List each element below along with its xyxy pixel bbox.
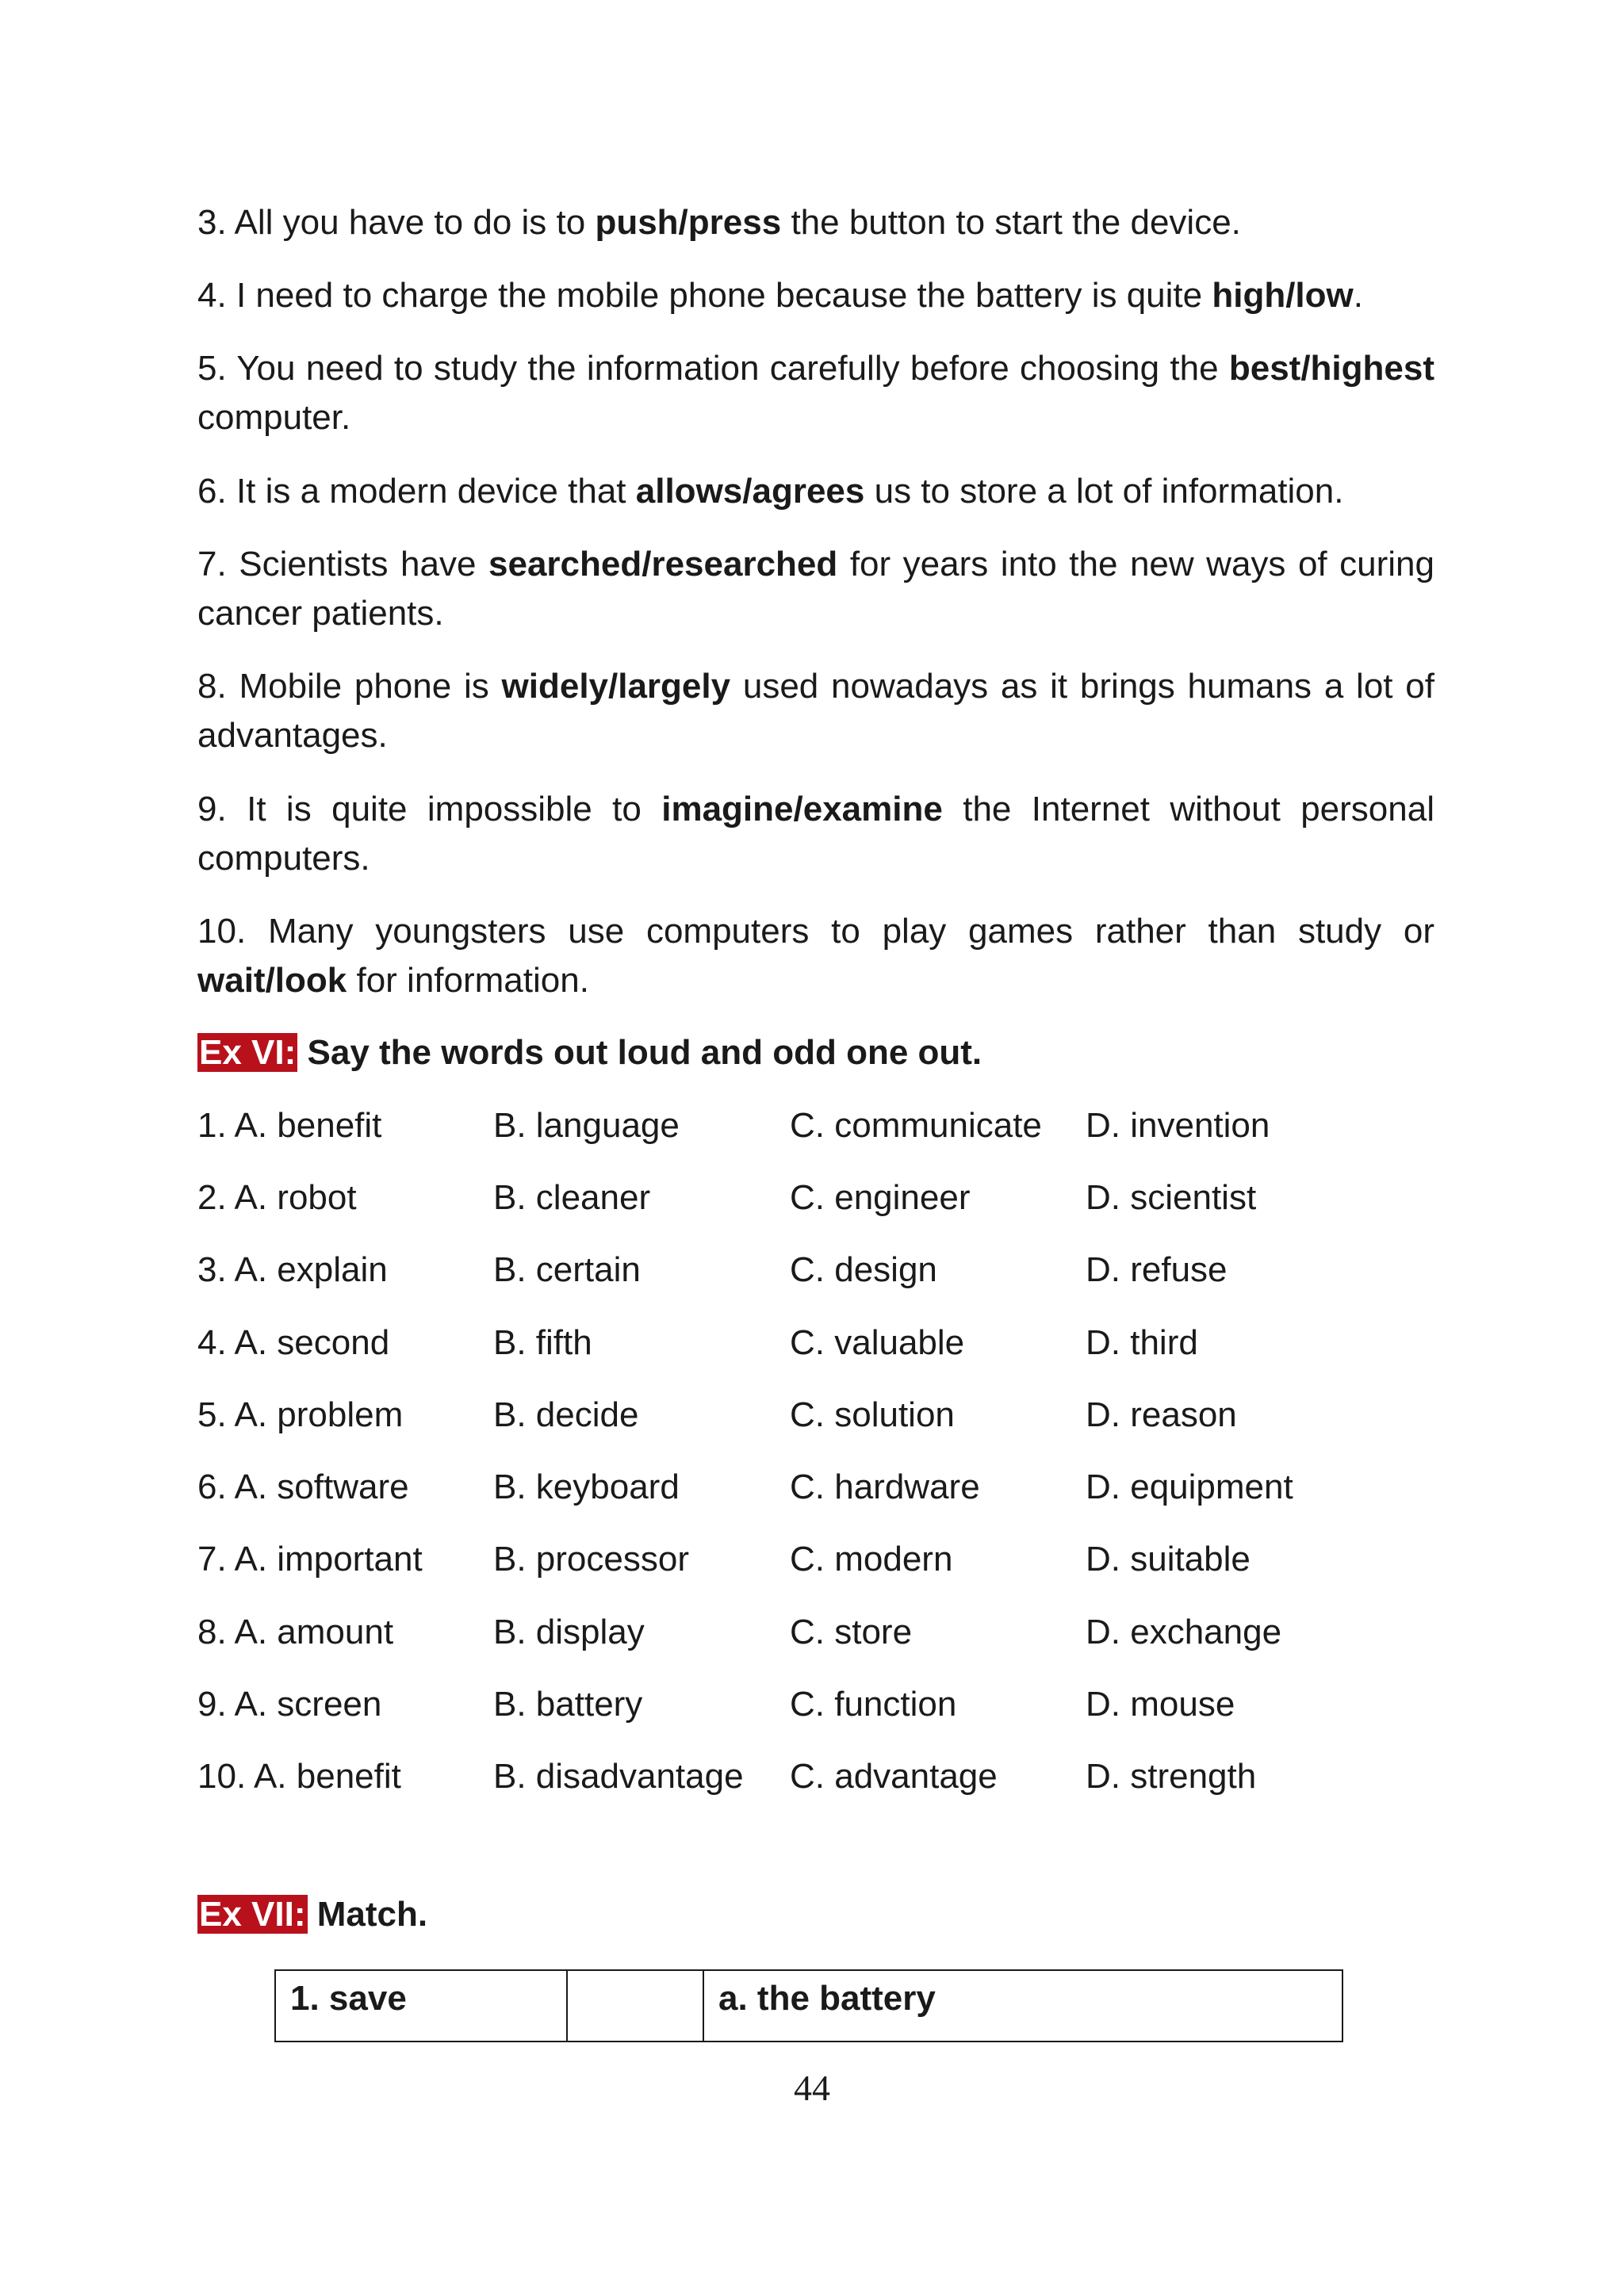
option-b: B. language bbox=[493, 1106, 680, 1145]
option-c: C. solution bbox=[790, 1395, 955, 1434]
option-c: C. valuable bbox=[790, 1323, 965, 1362]
sentence-text: for information. bbox=[356, 961, 589, 1000]
option-c: C. modern bbox=[790, 1540, 953, 1578]
word-choice: searched/researched bbox=[488, 545, 838, 584]
option-b: B. fifth bbox=[493, 1323, 592, 1362]
sentence-number: 7. bbox=[197, 545, 227, 584]
odd-one-out-row bbox=[197, 1318, 1434, 1368]
exercise-7-instruction: Match. bbox=[316, 1895, 428, 1934]
odd-one-out-row bbox=[197, 1391, 1434, 1440]
option-a: 7. A. important bbox=[197, 1540, 423, 1578]
sentence-text: Mobile phone is bbox=[239, 667, 489, 706]
sentence-text: You need to study the information carefully before choosing the bbox=[236, 349, 1219, 388]
option-d: D. reason bbox=[1086, 1395, 1237, 1434]
word-choice: best/highest bbox=[1228, 349, 1434, 388]
option-a: 8. A. amount bbox=[197, 1613, 394, 1651]
sentence-text: used nowadays as it brings humans a lot of advantages. bbox=[197, 667, 1434, 755]
exercise-sentence bbox=[197, 540, 1434, 638]
sentence-number: 10. bbox=[197, 912, 247, 951]
option-c: C. hardware bbox=[790, 1468, 980, 1506]
option-d: D. equipment bbox=[1086, 1468, 1293, 1506]
sentence-text: . bbox=[1353, 276, 1363, 315]
option-d: D. strength bbox=[1086, 1757, 1257, 1796]
word-choice: widely/largely bbox=[501, 667, 731, 706]
sentence-number: 4. bbox=[197, 276, 227, 315]
table-row bbox=[275, 1970, 1342, 2042]
sentence-text: computer. bbox=[197, 398, 351, 437]
option-c: C. advantage bbox=[790, 1757, 998, 1796]
sentence-text: Many youngsters use computers to play games rather than study or bbox=[267, 912, 1434, 951]
option-c: C. design bbox=[790, 1250, 937, 1289]
exercise-sentence bbox=[197, 662, 1434, 760]
option-d: D. mouse bbox=[1086, 1685, 1235, 1724]
exercise-sentence bbox=[197, 785, 1434, 883]
option-b: B. cleaner bbox=[493, 1178, 651, 1217]
exercise-6-tag: Ex VI: bbox=[199, 1033, 297, 1072]
sentence-number: 8. bbox=[197, 667, 227, 706]
odd-one-out-row bbox=[197, 1535, 1434, 1584]
answer-cell bbox=[567, 1970, 703, 2042]
exercise-6-instruction: Say the words out loud and odd one out. bbox=[307, 1033, 982, 1072]
sentence-text: It is quite impossible to bbox=[247, 790, 642, 828]
sentence-text: It is a modern device that bbox=[236, 472, 626, 511]
odd-one-out-row bbox=[197, 1246, 1434, 1295]
option-c: C. engineer bbox=[790, 1178, 971, 1217]
sentence-text: us to store a lot of information. bbox=[874, 472, 1344, 511]
sentence-text: I need to charge the mobile phone because the battery is quite bbox=[236, 276, 1203, 315]
option-b: B. keyboard bbox=[493, 1468, 680, 1506]
odd-one-out-row bbox=[197, 1101, 1434, 1150]
option-c: C. function bbox=[790, 1685, 957, 1724]
option-a: 3. A. explain bbox=[197, 1250, 388, 1289]
option-a: 6. A. software bbox=[197, 1468, 409, 1506]
option-b: B. certain bbox=[493, 1250, 641, 1289]
exercise-7-tag: Ex VII: bbox=[199, 1895, 306, 1934]
option-a: 1. A. benefit bbox=[197, 1106, 382, 1145]
option-b: B. processor bbox=[493, 1540, 689, 1578]
sentence-text: All you have to do is to bbox=[234, 203, 586, 242]
exercise-6-heading bbox=[197, 1028, 982, 1077]
sentence-number: 6. bbox=[197, 472, 227, 511]
exercise-sentence bbox=[197, 467, 1434, 516]
option-d: D. suitable bbox=[1086, 1540, 1251, 1578]
sentence-text: the Internet without personal computers. bbox=[197, 790, 1434, 878]
exercise-sentence bbox=[197, 271, 1434, 320]
option-a: 5. A. problem bbox=[197, 1395, 404, 1434]
option-a: 2. A. robot bbox=[197, 1178, 357, 1217]
option-b: B. disadvantage bbox=[493, 1757, 744, 1796]
option-a: 10. A. benefit bbox=[197, 1757, 401, 1796]
option-d: D. refuse bbox=[1086, 1250, 1228, 1289]
exercise-sentence bbox=[197, 198, 1434, 247]
sentence-number: 3. bbox=[197, 203, 227, 242]
sentence-number: 5. bbox=[197, 349, 227, 388]
word-choice: imagine/examine bbox=[661, 790, 943, 828]
option-a: 4. A. second bbox=[197, 1323, 390, 1362]
sentence-text: for years into the new ways of curing cancer patients. bbox=[197, 545, 1434, 633]
sentence-text: Scientists have bbox=[239, 545, 477, 584]
option-b: B. display bbox=[493, 1613, 645, 1651]
match-item-cell: 1. save bbox=[275, 1970, 567, 2042]
odd-one-out-row bbox=[197, 1752, 1434, 1801]
odd-one-out-row bbox=[197, 1173, 1434, 1223]
odd-one-out-row bbox=[197, 1608, 1434, 1657]
word-choice: push/press bbox=[595, 203, 782, 242]
option-d: D. exchange bbox=[1086, 1613, 1282, 1651]
page-number: 44 bbox=[794, 2068, 830, 2108]
word-choice: wait/look bbox=[197, 961, 347, 1000]
exercise-sentence bbox=[197, 907, 1434, 1005]
odd-one-out-row bbox=[197, 1680, 1434, 1729]
odd-one-out-row bbox=[197, 1463, 1434, 1512]
match-table bbox=[274, 1969, 1343, 2042]
option-a: 9. A. screen bbox=[197, 1685, 382, 1724]
word-choice: allows/agrees bbox=[635, 472, 865, 511]
option-d: D. invention bbox=[1086, 1106, 1270, 1145]
option-c: C. store bbox=[790, 1613, 913, 1651]
option-b: B. battery bbox=[493, 1685, 643, 1724]
option-b: B. decide bbox=[493, 1395, 639, 1434]
option-d: D. scientist bbox=[1086, 1178, 1257, 1217]
match-option-cell: a. the battery bbox=[703, 1970, 1342, 2042]
exercise-sentence bbox=[197, 344, 1434, 442]
word-choice: high/low bbox=[1212, 276, 1354, 315]
exercise-7-heading bbox=[197, 1890, 427, 1939]
option-d: D. third bbox=[1086, 1323, 1198, 1362]
sentence-text: the button to start the device. bbox=[791, 203, 1241, 242]
option-c: C. communicate bbox=[790, 1106, 1042, 1145]
sentence-number: 9. bbox=[197, 790, 227, 828]
